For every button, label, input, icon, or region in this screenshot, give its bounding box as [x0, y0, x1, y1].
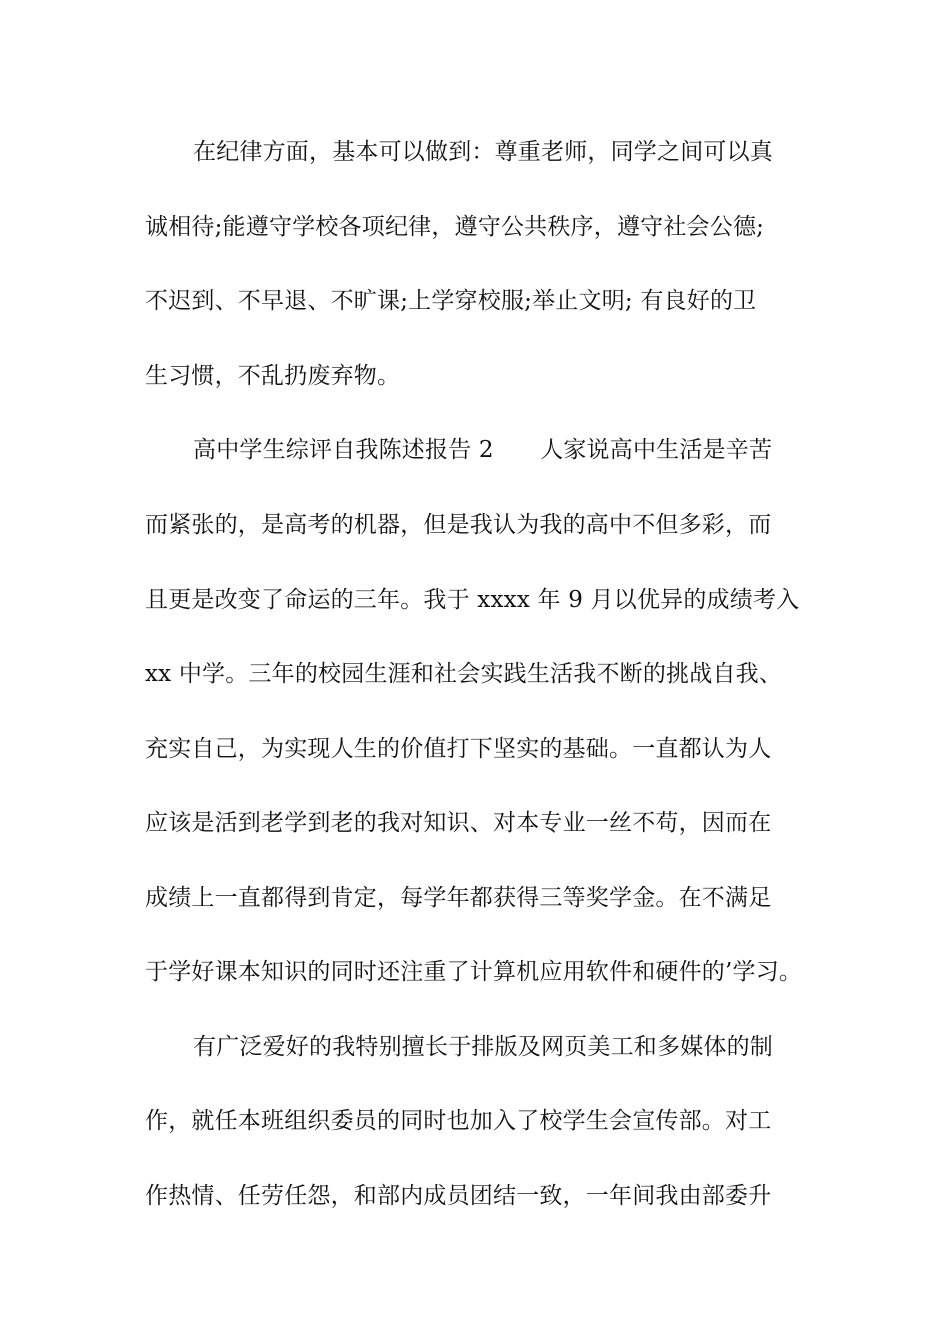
text-line: 而紧张的，是高考的机器，但是我认为我的高中不但多彩，而: [145, 512, 772, 538]
text-line: 且更是改变了命运的三年。我于 xxxx 年 9 月以优异的成绩考入: [145, 587, 800, 613]
text-line: 应该是活到老学到老的我对知识、对本专业一丝不苟，因而在: [145, 810, 772, 836]
text-line: 在纪律方面，基本可以做到：尊重老师，同学之间可以真: [193, 139, 773, 165]
text-line: 诚相待;能遵守学校各项纪律，遵守公共秩序，遵守社会公德;: [145, 214, 765, 240]
text-line: 生习惯，不乱扔废弃物。: [145, 363, 401, 389]
text-line: 有广泛爱好的我特别擅长于排版及网页美工和多媒体的制: [193, 1034, 773, 1060]
text-line: 不迟到、不早退、不旷课;上学穿校服;举止文明; 有良好的卫: [145, 288, 757, 314]
text-line: 充实自己，为实现人生的价值打下坚实的基础。一直都认为人: [145, 736, 772, 762]
section-heading-line: 高中学生综评自我陈述报告 2 人家说高中生活是辛苦: [193, 437, 773, 463]
text-line: 于学好课本知识的同时还注重了计算机应用软件和硬件的’学习。: [145, 959, 803, 985]
text-line: 成绩上一直都得到肯定，每学年都获得三等奖学金。在不满足: [145, 885, 772, 911]
text-line: 作热情、任劳任怨，和部内成员团结一致，一年间我由部委升: [145, 1183, 772, 1209]
text-line: xx 中学。三年的校园生涯和社会实践生活我不断的挑战自我、: [145, 661, 783, 687]
text-line: 作，就任本班组织委员的同时也加入了校学生会宣传部。对工: [145, 1108, 772, 1134]
